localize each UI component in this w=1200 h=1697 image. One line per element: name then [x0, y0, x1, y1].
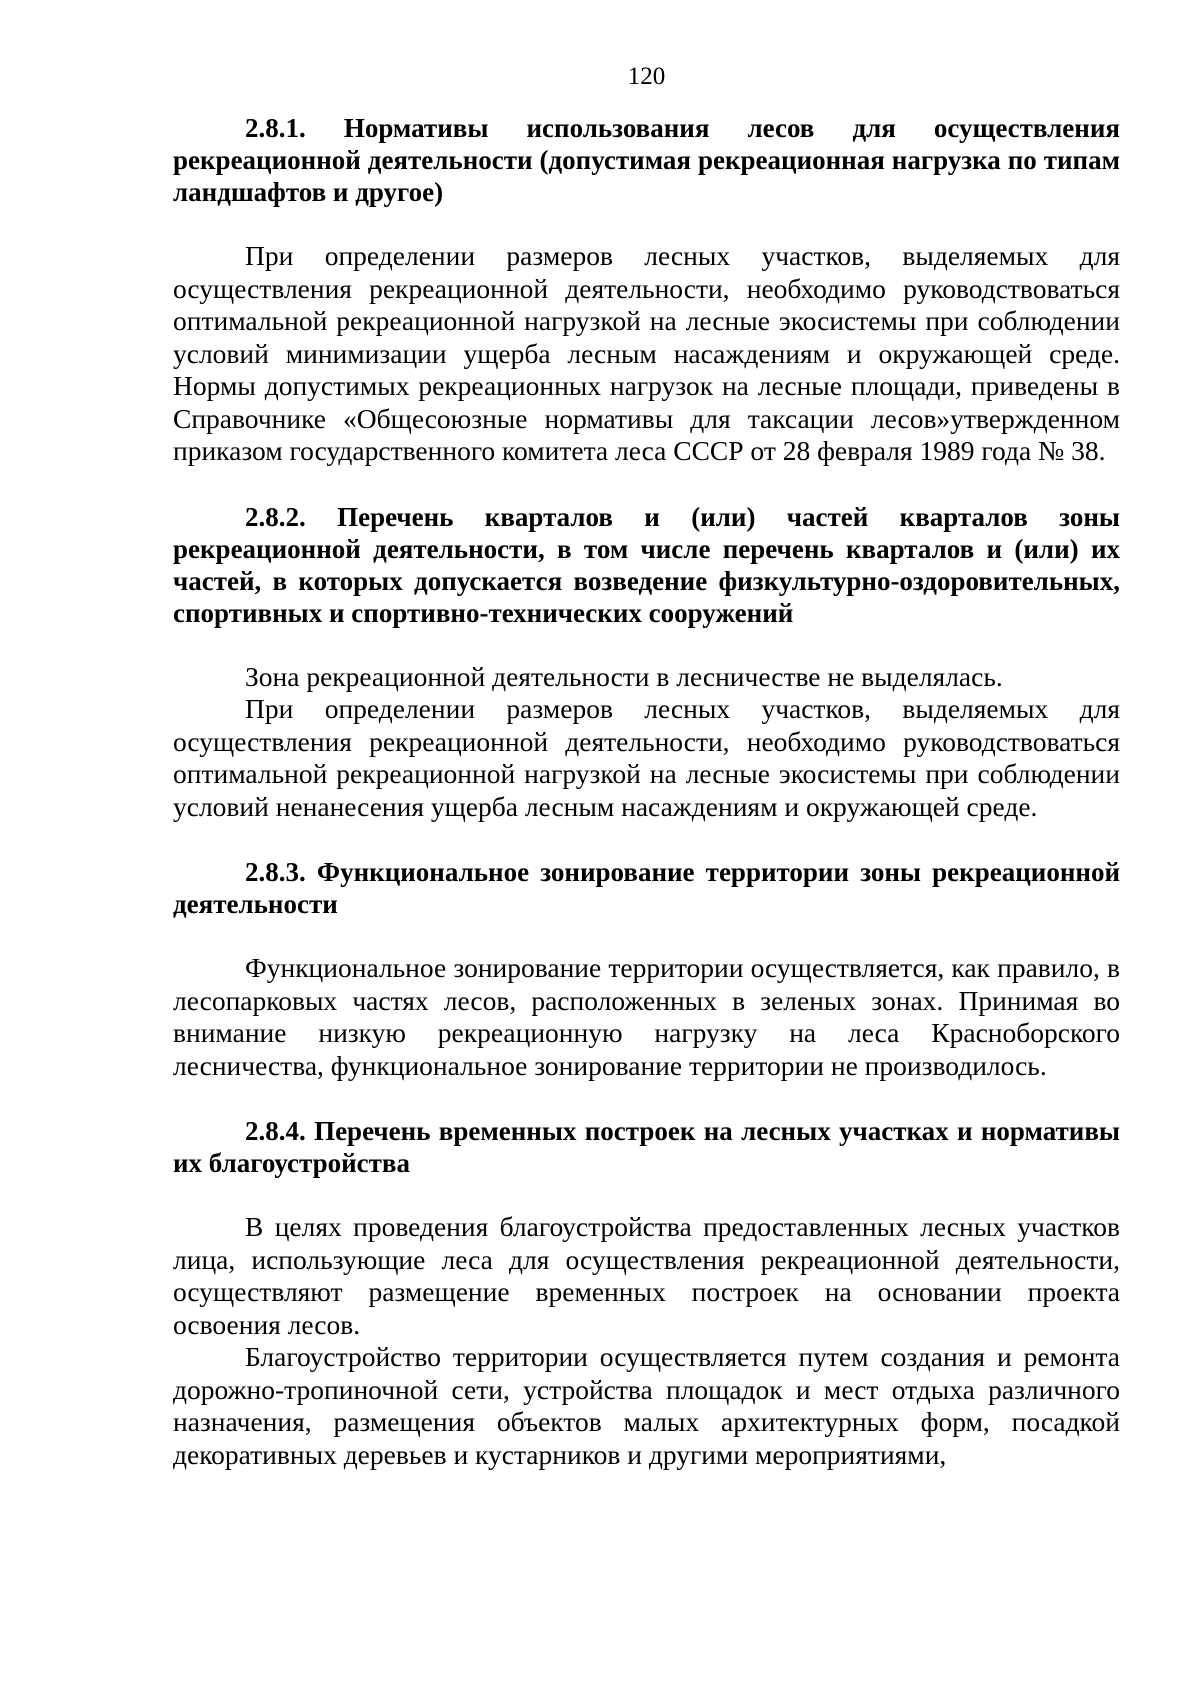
section-heading-2-8-4: 2.8.4. Перечень временных построек на лесных участках и нормативы их благоустройства — [173, 1116, 1120, 1178]
spacer — [173, 1179, 1120, 1211]
paragraph-2-8-2-2: При определении размеров лесных участков, выделяемых для осуществления рекреационной деятельности, необходимо руководствоваться оптимальной рекреационной нагрузкой на лесные экосистемы при соблюдении условий ненанесения ущерба лесным насаждениям и окружающей среде. — [173, 693, 1120, 822]
spacer — [173, 468, 1120, 501]
spacer — [173, 1082, 1120, 1115]
spacer — [173, 208, 1120, 240]
document-page — [173, 62, 1120, 1471]
paragraph-2-8-3-1: Функциональное зонирование территории осуществляется, как правило, в лесопарковых частях лесов, расположенных в зеленых зонах. Принимая во внимание низкую рекреационную нагрузку на леса Красноборского лесничества, функциональное зонирование территории не производилось. — [173, 952, 1120, 1081]
spacer — [173, 920, 1120, 952]
section-heading-2-8-1: 2.8.1. Нормативы использования лесов для осуществления рекреационной деятельности (допустимая рекреационная нагрузка по типам ландшафтов и другое) — [173, 113, 1120, 207]
section-heading-2-8-2: 2.8.2. Перечень кварталов и (или) частей кварталов зоны рекреационной деятельности, в том числе перечень кварталов и (или) их частей, в которых допускается возведение физкультурно-оздоровительных, спортивных и спортивно-технических сооружений — [173, 501, 1120, 628]
spacer — [173, 629, 1120, 661]
page-number: 120 — [627, 63, 666, 90]
section-heading-2-8-3: 2.8.3. Функциональное зонирование территории зоны рекреационной деятельности — [173, 857, 1120, 919]
paragraph-2-8-2-1: Зона рекреационной деятельности в лесничестве не выделялась. — [245, 660, 1003, 692]
paragraph-2-8-1-1: При определении размеров лесных участков, выделяемых для осуществления рекреационной деятельности, необходимо руководствоваться оптимальной рекреационной нагрузкой на лесные экосистемы при соблюдении условий минимизации ущерба лесным насаждениям и окружающей среде. Нормы допустимых рекреационных нагрузок на лесные площади, приведены в Справочнике «Общесоюзные нормативы для таксации лесов»утвержденном приказом государственного комитета леса СССР от 28 февраля 1989 года № 38. — [173, 240, 1120, 466]
spacer — [173, 823, 1120, 856]
paragraph-2-8-4-1: В целях проведения благоустройства предоставленных лесных участков лица, использующие леса для осуществления рекреационной деятельности, осуществляют размещение временных построек на основании проекта освоения лесов. — [173, 1211, 1120, 1340]
paragraph-2-8-4-2: Благоустройство территории осуществляется путем создания и ремонта дорожно-тропиночной сети, устройства площадок и мест отдыха различного назначения, размещения объектов малых архитектурных форм, посадкой декоративных деревьев и кустарников и другими мероприятиями, — [173, 1341, 1120, 1470]
